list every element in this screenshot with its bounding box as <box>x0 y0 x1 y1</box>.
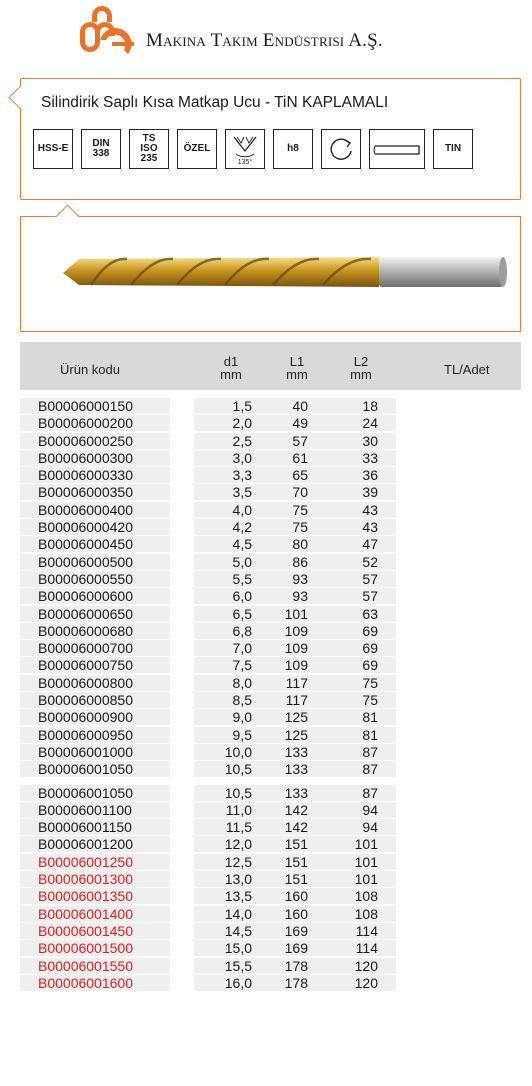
page-header <box>78 6 383 62</box>
cell-code: B00006000750 <box>20 657 170 673</box>
cell-code: B00006000900 <box>20 709 170 725</box>
cell-l1: 109 <box>258 640 322 656</box>
cell-d1: 3,5 <box>194 484 258 500</box>
cell-code: B00006000200 <box>20 415 170 431</box>
cell-d1: 4,5 <box>194 536 258 552</box>
cell-d1: 7,0 <box>194 640 258 656</box>
cell-l1: 142 <box>258 802 322 818</box>
cell-l2: 57 <box>322 571 396 587</box>
cell-code: B00006000330 <box>20 467 170 483</box>
cell-l1: 151 <box>258 854 322 870</box>
cell-d1: 12,5 <box>194 854 258 870</box>
hss-e-icon: HSS-E <box>33 129 73 169</box>
cell-code: B00006000950 <box>20 727 170 743</box>
cell-d1: 13,0 <box>194 871 258 887</box>
cell-code: B00006001100 <box>20 802 170 818</box>
cell-d1: 16,0 <box>194 975 258 991</box>
cell-d1: 15,0 <box>194 940 258 956</box>
cell-l1: 133 <box>258 761 322 777</box>
cell-l1: 70 <box>258 484 322 500</box>
cell-l1: 75 <box>258 502 322 518</box>
cell-d1: 10,5 <box>194 761 258 777</box>
product-image-box <box>20 216 521 332</box>
cell-code: B00006000250 <box>20 433 170 449</box>
cell-d1: 13,5 <box>194 888 258 904</box>
cell-l2: 114 <box>322 940 396 956</box>
cell-l2: 36 <box>322 467 396 483</box>
cell-l2: 63 <box>322 606 396 622</box>
cell-l1: 151 <box>258 836 322 852</box>
cell-code: B00006000650 <box>20 606 170 622</box>
cell-l2: 108 <box>322 888 396 904</box>
cell-l2: 94 <box>322 819 396 835</box>
shank-icon <box>369 129 425 169</box>
cell-l2: 81 <box>322 727 396 743</box>
cell-l1: 57 <box>258 433 322 449</box>
cell-l2: 87 <box>322 744 396 760</box>
cell-code: B00006001050 <box>20 785 170 801</box>
cell-code: B00006000400 <box>20 502 170 518</box>
cell-d1: 3,3 <box>194 467 258 483</box>
cell-l1: 75 <box>258 519 322 535</box>
cell-d1: 12,0 <box>194 836 258 852</box>
cell-code: B00006001550 <box>20 958 170 974</box>
cell-d1: 15,5 <box>194 958 258 974</box>
cell-l1: 86 <box>258 554 322 570</box>
cell-l2: 47 <box>322 536 396 552</box>
angle-icon: 135° <box>225 129 265 169</box>
cell-code: B00006001450 <box>20 923 170 939</box>
cell-code: B00006000700 <box>20 640 170 656</box>
cell-code: B00006000680 <box>20 623 170 639</box>
cell-l2: 69 <box>322 623 396 639</box>
cell-l2: 18 <box>322 398 396 414</box>
cell-l1: 101 <box>258 606 322 622</box>
cell-code: B00006000850 <box>20 692 170 708</box>
cell-code: B00006000500 <box>20 554 170 570</box>
cell-d1: 5,0 <box>194 554 258 570</box>
cell-code: B00006000800 <box>20 675 170 691</box>
cell-d1: 6,5 <box>194 606 258 622</box>
column-header-l1: L1 mm <box>286 354 308 382</box>
cell-l2: 114 <box>322 923 396 939</box>
cell-l1: 93 <box>258 588 322 604</box>
cell-l2: 120 <box>322 958 396 974</box>
cell-l2: 94 <box>322 802 396 818</box>
company-logo-icon <box>78 6 138 62</box>
cell-code: B00006001200 <box>20 836 170 852</box>
cell-code: B00006001500 <box>20 940 170 956</box>
column-header-code: Ürün kodu <box>60 362 120 377</box>
cell-l1: 61 <box>258 450 322 466</box>
cell-d1: 10,0 <box>194 744 258 760</box>
cell-code: B00006001350 <box>20 888 170 904</box>
cell-d1: 9,0 <box>194 709 258 725</box>
cell-code: B00006000300 <box>20 450 170 466</box>
cell-l2: 101 <box>322 854 396 870</box>
column-header-d1: d1 mm <box>220 354 242 382</box>
cell-l2: 101 <box>322 871 396 887</box>
cell-l1: 169 <box>258 923 322 939</box>
cell-l2: 43 <box>322 502 396 518</box>
cell-l2: 75 <box>322 692 396 708</box>
cell-l1: 142 <box>258 819 322 835</box>
cell-l1: 109 <box>258 657 322 673</box>
cell-l2: 108 <box>322 906 396 922</box>
cell-d1: 8,5 <box>194 692 258 708</box>
cell-l1: 109 <box>258 623 322 639</box>
cell-d1: 14,5 <box>194 923 258 939</box>
cell-d1: 6,8 <box>194 623 258 639</box>
column-header-l2: L2 mm <box>350 354 372 382</box>
cell-l2: 69 <box>322 640 396 656</box>
cell-l1: 49 <box>258 415 322 431</box>
cell-d1: 11,5 <box>194 819 258 835</box>
cell-l2: 81 <box>322 709 396 725</box>
cell-d1: 8,0 <box>194 675 258 691</box>
cell-d1: 10,5 <box>194 785 258 801</box>
cell-l2: 30 <box>322 433 396 449</box>
cell-l1: 117 <box>258 675 322 691</box>
cell-l1: 80 <box>258 536 322 552</box>
cell-code: B00006000420 <box>20 519 170 535</box>
cell-l1: 160 <box>258 888 322 904</box>
cell-l1: 160 <box>258 906 322 922</box>
cell-l2: 24 <box>322 415 396 431</box>
cell-l2: 43 <box>322 519 396 535</box>
cell-code: B00006000150 <box>20 398 170 414</box>
cell-l2: 57 <box>322 588 396 604</box>
cell-d1: 4,0 <box>194 502 258 518</box>
cell-d1: 4,2 <box>194 519 258 535</box>
column-header-price: TL/Adet <box>444 362 490 377</box>
cell-d1: 1,5 <box>194 398 258 414</box>
cell-d1: 2,0 <box>194 415 258 431</box>
cell-l2: 87 <box>322 785 396 801</box>
spec-icons <box>33 129 473 169</box>
cell-d1: 9,5 <box>194 727 258 743</box>
cell-d1: 3,0 <box>194 450 258 466</box>
cell-l2: 69 <box>322 657 396 673</box>
cell-d1: 2,5 <box>194 433 258 449</box>
cell-l1: 133 <box>258 744 322 760</box>
cell-l2: 87 <box>322 761 396 777</box>
product-info-box <box>20 78 521 200</box>
drill-bit-image <box>61 239 511 303</box>
cell-code: B00006000350 <box>20 484 170 500</box>
cell-l1: 40 <box>258 398 322 414</box>
cell-l1: 65 <box>258 467 322 483</box>
h8-icon: h8 <box>273 129 313 169</box>
cell-d1: 14,0 <box>194 906 258 922</box>
din-icon: DIN 338 <box>81 129 121 169</box>
ts-iso-icon: TS ISO 235 <box>129 129 169 169</box>
cell-code: B00006001050 <box>20 761 170 777</box>
product-title: Silindirik Saplı Kısa Matkap Ucu - TiN KAPLAMALI <box>41 94 389 111</box>
cell-d1: 6,0 <box>194 588 258 604</box>
cell-code: B00006000450 <box>20 536 170 552</box>
cell-l1: 125 <box>258 709 322 725</box>
cell-l1: 133 <box>258 785 322 801</box>
cell-l1: 151 <box>258 871 322 887</box>
cell-l2: 101 <box>322 836 396 852</box>
cell-l1: 169 <box>258 940 322 956</box>
cell-l2: 52 <box>322 554 396 570</box>
ozel-icon: ÖZEL <box>177 129 217 169</box>
cell-l2: 39 <box>322 484 396 500</box>
cell-d1: 5,5 <box>194 571 258 587</box>
cell-l2: 120 <box>322 975 396 991</box>
rotation-icon <box>321 129 361 169</box>
cell-code: B00006001250 <box>20 854 170 870</box>
cell-l1: 178 <box>258 958 322 974</box>
cell-l1: 125 <box>258 727 322 743</box>
cell-d1: 11,0 <box>194 802 258 818</box>
company-name: Makina Takım Endüstrisi A.Ş. <box>146 30 383 51</box>
table-header <box>20 342 521 390</box>
cell-l1: 93 <box>258 571 322 587</box>
cell-d1: 7,5 <box>194 657 258 673</box>
cell-code: B00006001300 <box>20 871 170 887</box>
cell-l2: 75 <box>322 675 396 691</box>
tin-icon: TIN <box>433 129 473 169</box>
cell-l1: 178 <box>258 975 322 991</box>
cell-code: B00006001400 <box>20 906 170 922</box>
cell-code: B00006001600 <box>20 975 170 991</box>
cell-code: B00006001150 <box>20 819 170 835</box>
cell-code: B00006000550 <box>20 571 170 587</box>
cell-code: B00006001000 <box>20 744 170 760</box>
cell-l1: 117 <box>258 692 322 708</box>
cell-code: B00006000600 <box>20 588 170 604</box>
cell-l2: 33 <box>322 450 396 466</box>
